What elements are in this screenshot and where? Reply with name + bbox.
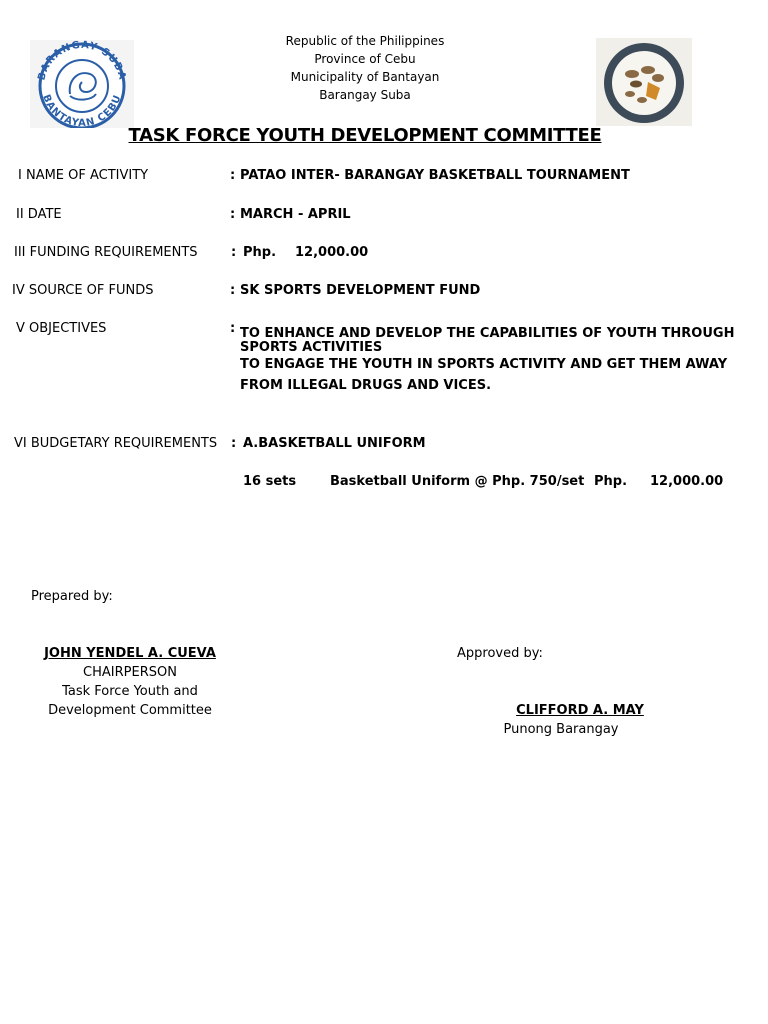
- funding-currency: Php.: [243, 245, 277, 260]
- header-province: Province of Cebu: [314, 52, 416, 66]
- funding-amount: 12,000.00: [295, 245, 369, 260]
- preparer-title: CHAIRPERSON: [83, 665, 177, 680]
- source-value: SK SPORTS DEVELOPMENT FUND: [240, 283, 481, 298]
- budget-item: Basketball Uniform @ Php. 750/set: [330, 474, 585, 489]
- objective-line-1: TO ENHANCE AND DEVELOP THE CAPABILITIES OF YOUTH THROUGH: [240, 326, 735, 341]
- header-republic: Republic of the Philippines: [285, 34, 445, 48]
- objective-line-4: FROM ILLEGAL DRUGS AND VICES.: [240, 378, 492, 393]
- date-label: II DATE: [16, 207, 62, 222]
- objectives-label: V OBJECTIVES: [16, 321, 107, 336]
- date-colon: :: [230, 207, 236, 222]
- budget-colon: :: [231, 436, 237, 451]
- budget-amount: 12,000.00: [650, 474, 724, 489]
- date-value: MARCH - APRIL: [240, 207, 351, 222]
- budget-qty: 16 sets: [243, 474, 297, 489]
- objective-line-2: SPORTS ACTIVITIES: [240, 340, 383, 355]
- seal-bottom-text: BANTAYAN CEBU: [40, 93, 124, 128]
- approver-name: CLIFFORD A. MAY: [516, 703, 644, 718]
- municipal-seal: [596, 38, 692, 126]
- barangay-suba-seal: [30, 40, 134, 128]
- document-title: TASK FORCE YOUTH DEVELOPMENT COMMITTEE: [128, 125, 602, 146]
- activity-label: I NAME OF ACTIVITY: [18, 168, 149, 183]
- source-label: IV SOURCE OF FUNDS: [12, 283, 154, 298]
- preparer-org-line-2: Development Committee: [48, 703, 212, 718]
- funding-label: III FUNDING REQUIREMENTS: [14, 245, 198, 260]
- header-municipality: Municipality of Bantayan: [290, 70, 440, 84]
- approved-by-label: Approved by:: [457, 646, 543, 661]
- budget-heading: A.BASKETBALL UNIFORM: [243, 436, 426, 451]
- preparer-org-line-1: Task Force Youth and: [62, 684, 198, 699]
- preparer-name: JOHN YENDEL A. CUEVA: [44, 646, 216, 661]
- activity-colon: :: [230, 168, 236, 183]
- header-barangay: Barangay Suba: [319, 88, 411, 102]
- funding-colon: :: [231, 245, 237, 260]
- objectives-colon: :: [230, 321, 236, 336]
- seal-top-text: BARANGAY SUBA: [36, 40, 128, 82]
- activity-value: PATAO INTER- BARANGAY BASKETBALL TOURNAMENT: [240, 168, 630, 183]
- budget-label: VI BUDGETARY REQUIREMENTS: [14, 436, 218, 451]
- approver-title: Punong Barangay: [503, 722, 619, 737]
- prepared-by-label: Prepared by:: [31, 589, 113, 604]
- budget-currency: Php.: [594, 474, 628, 489]
- source-colon: :: [230, 283, 236, 298]
- objective-line-3: TO ENGAGE THE YOUTH IN SPORTS ACTIVITY AND GET THEM AWAY: [240, 357, 728, 372]
